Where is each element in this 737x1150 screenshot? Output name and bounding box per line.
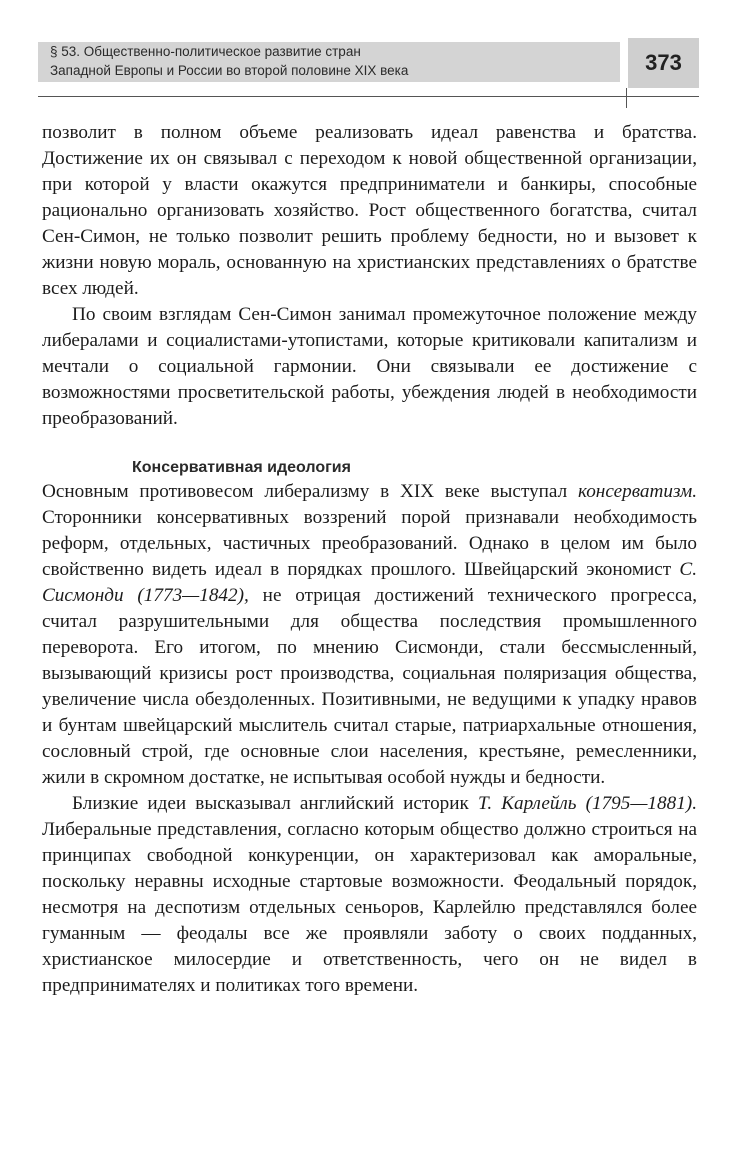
running-title-line-2: Западной Европы и России во второй половине XIX века	[50, 63, 409, 78]
person-sismondi: С. Сисмонди (1773—1842),	[42, 559, 697, 606]
person-carlyle: Т. Карлейль (1795—1881).	[477, 793, 697, 814]
text-run: Либеральные представления, согласно которым общество должно строиться на принципах свободной конкуренции, он характеризовал как аморальные, поскольку неравны исходные стартовые возможности. Феодальный порядок, несмотря на деспотизм отдельных сеньоров, Карлейлю представлялся более гуманным — феодалы все же проявляли заботу о своих подданных, христианское милосердие и ответственность, чего он не видел в предпринимателях и политиках того времени.	[42, 819, 697, 996]
running-header	[38, 38, 699, 90]
text-run: Близкие идеи высказывал английский историк	[72, 793, 478, 814]
page-number: 373	[628, 38, 699, 88]
header-divider	[38, 96, 699, 97]
term-conservatism: консерватизм.	[577, 481, 697, 502]
running-title	[50, 42, 620, 80]
text-run: Основным противовесом либерализму в XIX веке выступал	[42, 481, 578, 502]
page-body	[42, 120, 697, 999]
section-heading: Консервативная идеология	[132, 459, 351, 476]
header-divider-tick	[626, 88, 627, 108]
paragraph-conservatism	[42, 479, 697, 791]
text-run: не отрицая достижений технического прогресса, считал разрушительными для общества последствия промышленного переворота. Его итогом, по мнению Сисмонди, стали бессмысленный, вызывающий кризисы рост производства, социальная поляризация общества, увеличение числа обездоленных. Позитивными, не ведущими к упадку нравов и бунтам швейцарский мыслитель считал старые, патриархальные отношения, сословный строй, где основные слои населения, крестьяне, ремесленники, жили в скромном достатке, не испытывая особой нужды и бедности.	[42, 585, 698, 788]
paragraph-saint-simon: По своим взглядам Сен-Симон занимал промежуточное положение между либералами и социалистами-утопистами, которые критиковали капитализм и мечтали о социальной гармонии. Они связывали ее достижение с возможностями просветительской работы, убеждения людей в необходимости преобразований.	[42, 304, 697, 429]
running-title-line-1: § 53. Общественно-политическое развитие стран	[50, 44, 361, 59]
paragraph-continued: позволит в полном объеме реализовать идеал равенства и братства. Достижение их он связывал с переходом к новой общественной организации, при которой у власти окажутся предприниматели и банкиры, способные рационально организовать хозяйство. Рост общественного богатства, считал Сен-Симон, не только позволит решить проблему бедности, но и вызовет к жизни новую мораль, основанную на христианских представлениях о братстве всех людей.	[42, 122, 697, 299]
text-run: Сторонники консервативных воззрений порой признавали необходимость реформ, отдельных, частичных преобразований. Однако в целом им было свойственно видеть идеал в порядках прошлого. Швейцарский экономист	[42, 507, 697, 580]
paragraph-carlyle	[42, 791, 697, 999]
